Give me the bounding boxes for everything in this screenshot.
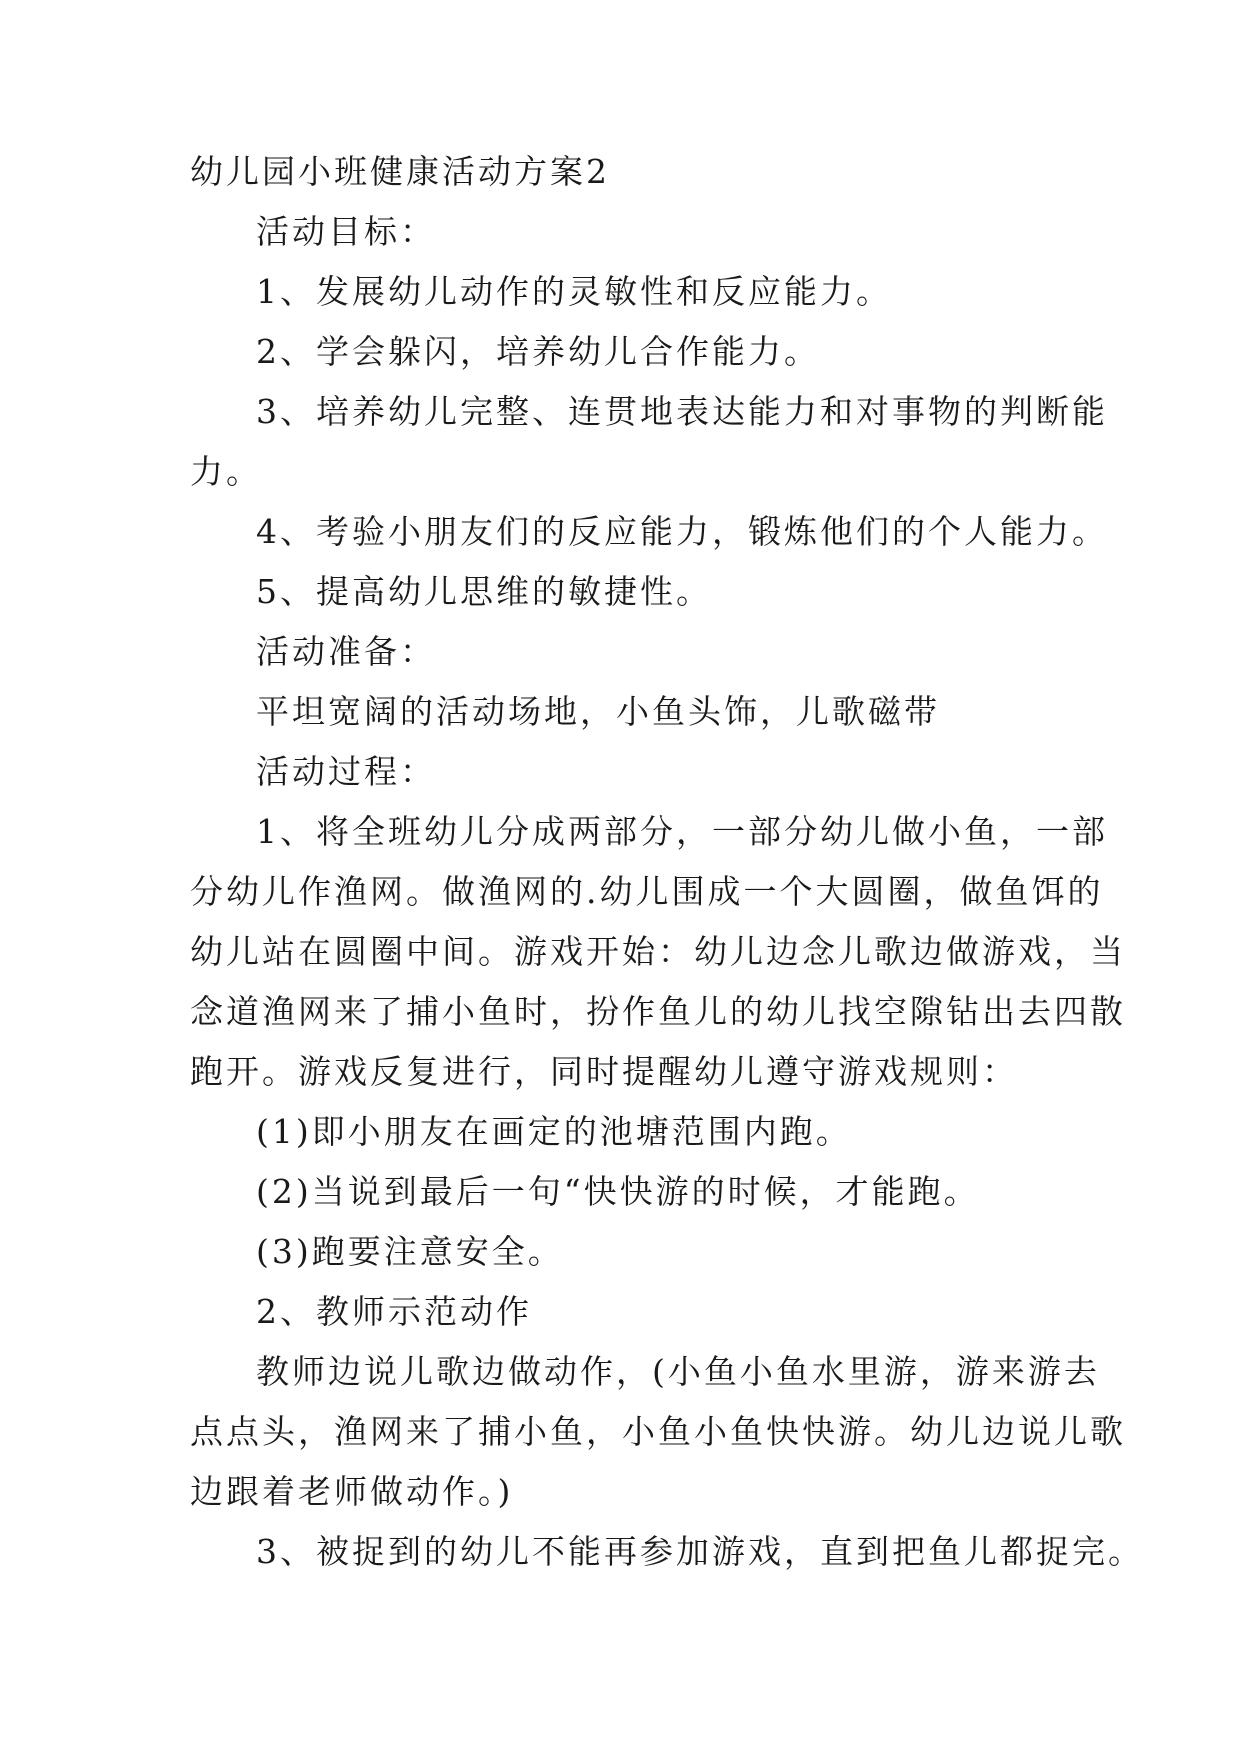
step2-line: 点点头，渔网来了捕小鱼，小鱼小鱼快快游。幼儿边说儿歌 <box>190 1412 1126 1451</box>
goal-item: 4、考验小朋友们的反应能力，锻炼他们的个人能力。 <box>256 512 1108 551</box>
step1-line: 跑开。游戏反复进行，同时提醒幼儿遵守游戏规则： <box>190 1052 1018 1091</box>
prep-heading: 活动准备： <box>256 632 436 671</box>
goal-heading: 活动目标： <box>256 212 436 251</box>
document-page <box>190 152 1144 1595</box>
process-heading: 活动过程： <box>256 752 436 791</box>
step1-line: 分幼儿作渔网。做渔网的.幼儿围成一个大圆圈，做鱼饵的 <box>190 872 1104 911</box>
goal-item: 3、培养幼儿完整、连贯地表达能力和对事物的判断能 <box>256 392 1108 431</box>
goal-item: 5、提高幼儿思维的敏捷性。 <box>256 572 712 611</box>
step2-line: 教师边说儿歌边做动作，(小鱼小鱼水里游，游来游去 <box>256 1352 1100 1391</box>
rule-item: (1)即小朋友在画定的池塘范围内跑。 <box>256 1112 852 1151</box>
step2-heading: 2、教师示范动作 <box>256 1292 532 1331</box>
prep-text: 平坦宽阔的活动场地，小鱼头饰，儿歌磁带 <box>256 692 940 731</box>
goal-item: 1、发展幼儿动作的灵敏性和反应能力。 <box>256 272 892 311</box>
rule-item: (3)跑要注意安全。 <box>256 1232 564 1271</box>
goal-item: 2、学会躲闪，培养幼儿合作能力。 <box>256 332 820 371</box>
step1-line: 幼儿站在圆圈中间。游戏开始：幼儿边念儿歌边做游戏，当 <box>190 932 1126 971</box>
step2-line: 边跟着老师做动作。) <box>190 1472 514 1511</box>
goal-item-continuation: 力。 <box>190 452 262 491</box>
step1-line: 念道渔网来了捕小鱼时，扮作鱼儿的幼儿找空隙钻出去四散 <box>190 992 1126 1031</box>
step1-line: 1、将全班幼儿分成两部分，一部分幼儿做小鱼，一部 <box>256 812 1108 851</box>
document-title: 幼儿园小班健康活动方案2 <box>190 152 610 191</box>
step3-text: 3、被捉到的幼儿不能再参加游戏，直到把鱼儿都捉完。 <box>256 1532 1144 1571</box>
rule-item: (2)当说到最后一句“快快游的时候，才能跑。 <box>256 1172 980 1211</box>
